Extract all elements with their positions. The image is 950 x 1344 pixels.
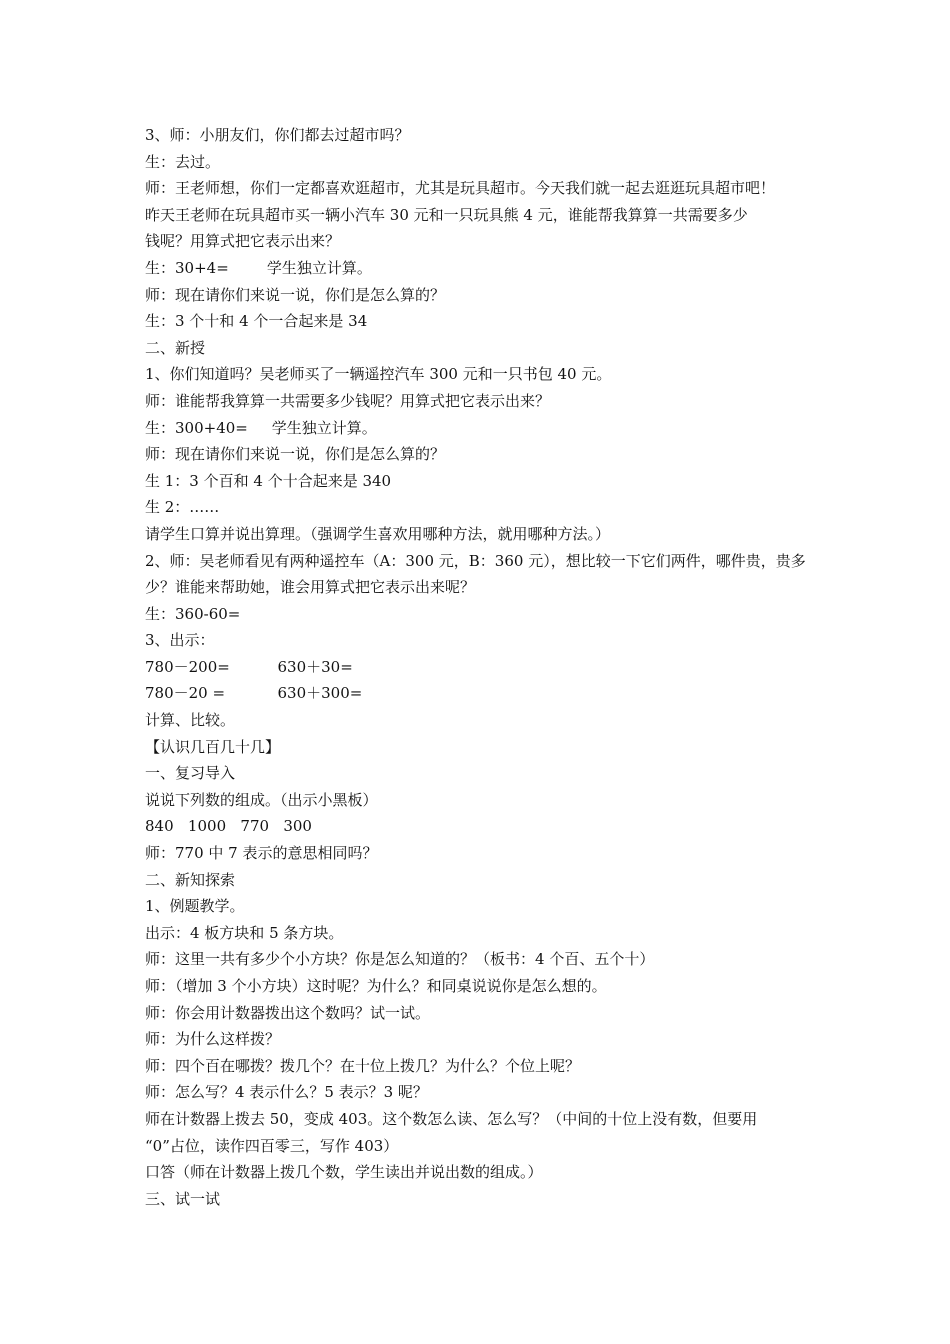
lesson-title: 【认识几百几十几】 bbox=[145, 737, 281, 756]
text-line: 师：王老师想，你们一定都喜欢逛超市，尤其是玩具超市。今天我们就一起去逛逛玩具超市吧！ bbox=[145, 179, 776, 198]
text-line: 师在计数器上拨去 50，变成 403。这个数怎么读、怎么写？（中间的十位上没有数，但要用 bbox=[145, 1109, 758, 1128]
text-line: 师：为什么这样拨？ bbox=[145, 1030, 281, 1049]
text-line: 1、例题教学。 bbox=[145, 897, 245, 916]
text-line: 师：这里一共有多少个小方块？你是怎么知道的？（板书：4 个百、五个十） bbox=[145, 950, 655, 969]
text-line: “0”占位，读作四百零三，写作 403） bbox=[145, 1136, 399, 1155]
text-line: 生 1：3 个百和 4 个十合起来是 340 bbox=[145, 471, 392, 490]
text-line: 3、出示： bbox=[145, 631, 215, 650]
text-line: 昨天王老师在玩具超市买一辆小汽车 30 元和一只玩具熊 4 元，谁能帮我算算一共需要多少 bbox=[145, 205, 748, 224]
section-heading: 二、新授 bbox=[145, 338, 206, 357]
section-heading: 一、复习导入 bbox=[145, 764, 236, 783]
text-line: 生：360-60= bbox=[145, 604, 241, 623]
document-body bbox=[145, 122, 815, 1212]
text-line: 师：770 中 7 表示的意思相同吗？ bbox=[145, 844, 378, 863]
text-line: 3、师：小朋友们，你们都去过超市吗？ bbox=[145, 126, 410, 144]
section-heading: 三、试一试 bbox=[145, 1189, 221, 1208]
text-line: 请学生口算并说出算理。（强调学生喜欢用哪种方法，就用哪种方法。） bbox=[145, 524, 611, 543]
text-line: 出示：4 板方块和 5 条方块。 bbox=[145, 923, 344, 942]
text-line: 生 2：…… bbox=[145, 498, 220, 517]
equation-line: 780－200= 630＋30= bbox=[145, 657, 353, 676]
text-line: 钱呢？用算式把它表示出来？ bbox=[145, 232, 341, 251]
text-line: 师：现在请你们来说一说，你们是怎么算的？ bbox=[145, 445, 446, 464]
text-line: 生：去过。 bbox=[145, 152, 221, 171]
text-line: 师：（增加 3 个小方块）这时呢？为什么？和同桌说说你是怎么想的。 bbox=[145, 977, 607, 995]
text-line: 师：谁能帮我算算一共需要多少钱呢？用算式把它表示出来？ bbox=[145, 391, 551, 410]
text-line: 生：300+40= 学生独立计算。 bbox=[145, 418, 377, 437]
text-line: 少？谁能来帮助她，谁会用算式把它表示出来呢？ bbox=[145, 578, 476, 597]
equation-line: 780－20 = 630＋300= bbox=[145, 684, 363, 703]
text-line: 1、你们知道吗？吴老师买了一辆遥控汽车 300 元和一只书包 40 元。 bbox=[145, 365, 612, 384]
text-line: 生：3 个十和 4 个一合起来是 34 bbox=[145, 312, 368, 331]
text-line: 师：现在请你们来说一说，你们是怎么算的？ bbox=[145, 285, 446, 304]
text-line: 2、师：吴老师看见有两种遥控车（A：300 元，B：360 元），想比较一下它们两件，哪件贵，贵多 bbox=[145, 551, 806, 570]
text-line: 生：30+4= 学生独立计算。 bbox=[145, 258, 372, 277]
text-line: 说说下列数的组成。（出示小黑板） bbox=[145, 790, 378, 809]
text-line: 口答（师在计数器上拨几个数，学生读出并说出数的组成。） bbox=[145, 1163, 543, 1182]
number-list: 840 1000 770 300 bbox=[145, 817, 312, 836]
text-line: 师：你会用计数器拨出这个数吗？试一试。 bbox=[145, 1003, 431, 1022]
text-line: 师：怎么写？4 表示什么？5 表示？3 呢？ bbox=[145, 1083, 428, 1102]
section-heading: 二、新知探索 bbox=[145, 870, 236, 889]
text-line: 师：四个百在哪拨？拨几个？在十位上拨几？为什么？个位上呢？ bbox=[145, 1056, 581, 1075]
text-line: 计算、比较。 bbox=[145, 711, 236, 730]
